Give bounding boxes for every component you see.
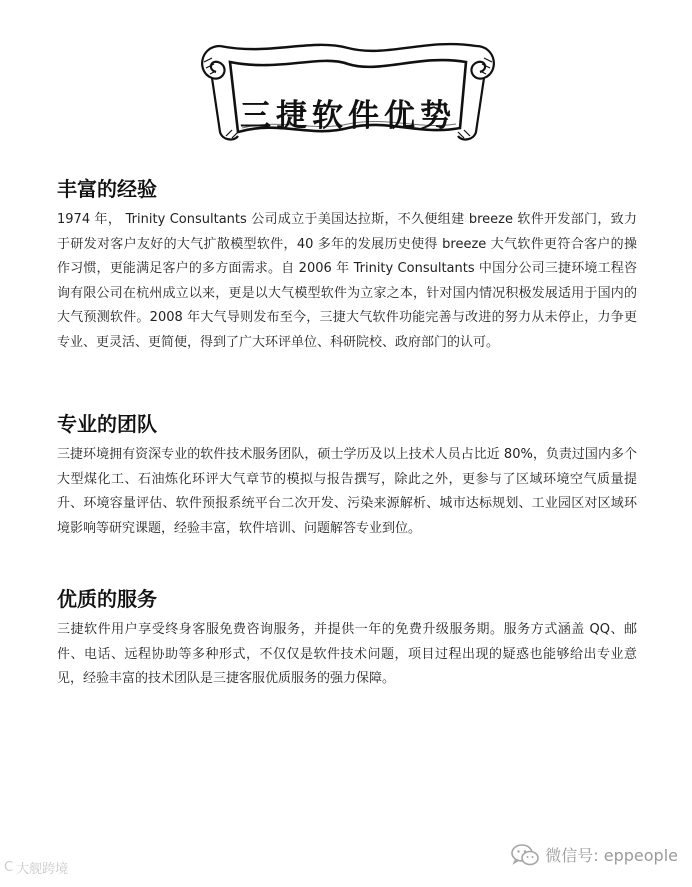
wechat-id [511, 843, 678, 866]
section-heading: 丰富的经验 [57, 177, 157, 201]
section-body: 三捷软件用户享受终身客服免费咨询服务，并提供一年的免费升级服务期。服务方式涵盖 QQ、邮件、电话、远程协助等多种形式，不仅仅是软件技术问题，项目过程出现的疑惑也能够给出专业意见，经验丰富的技术团队是三捷客服优质服务的强力保障。 [57, 622, 637, 687]
banner-title: 三捷软件优势 [240, 98, 456, 134]
watermark-logo-icon: C [4, 860, 14, 875]
watermark-left [4, 858, 68, 877]
section-heading: 优质的服务 [57, 587, 157, 611]
title-scroll-banner [190, 32, 506, 150]
section-professional-team [57, 411, 637, 541]
wechat-icon [511, 844, 539, 866]
watermark-text: 大舰跨境 [16, 862, 69, 877]
wechat-label: 微信号: eppeople [545, 846, 678, 865]
section-rich-experience [57, 176, 637, 356]
section-body: 1974 年， Trinity Consultants 公司成立于美国达拉斯，不久便组建 breeze 软件开发部门，致力于研发对客户友好的大气扩散模型软件，40 多年的发展历史使得 breeze 大气软件更符合客户的操作习惯，更能满足客户的多方面需求。自 2006 年 Trinity Consultants 中国分公司三捷环境工程咨询有限公司在杭州成立以来，更是以大气模型软件为立家之本，针对国内情况积极发展适用于国内的大气预测软件。2008 年大气导则发布至今，三捷大气软件功能完善与改进的努力从未停止，力争更专业、更灵活、更简便，得到了广大环评单位、科研院校、政府部门的认可。 [57, 212, 637, 350]
section-heading: 专业的团队 [57, 412, 157, 436]
section-body: 三捷环境拥有资深专业的软件技术服务团队，硕士学历及以上技术人员占比近 80%，负责过国内多个大型煤化工、石油炼化环评大气章节的模拟与报告撰写，除此之外，更参与了区域环境空气质量提升、环境容量评估、软件预报系统平台二次开发、污染来源解析、城市达标规划、工业园区对区域环境影响等研究课题，经验丰富，软件培训、问题解答专业到位。 [57, 447, 637, 536]
section-quality-service [57, 586, 637, 692]
